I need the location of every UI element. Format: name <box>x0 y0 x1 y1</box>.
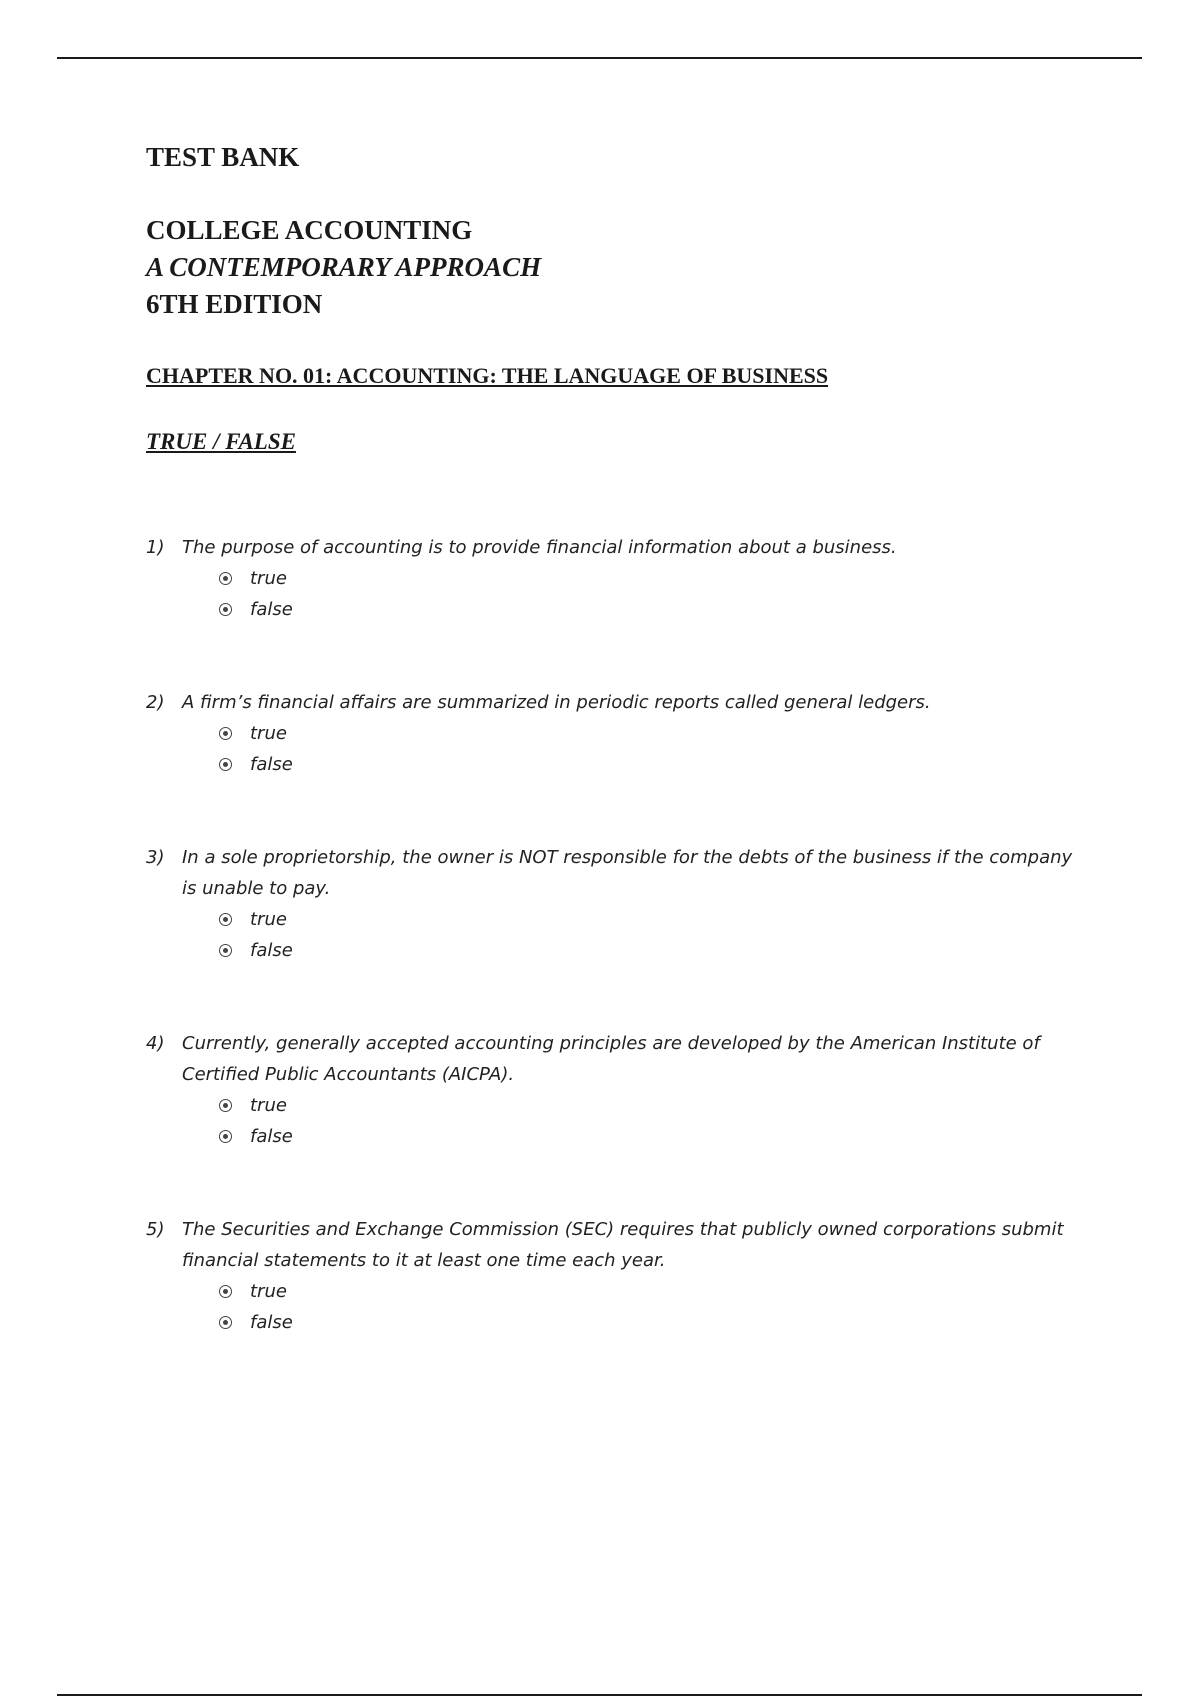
answer-options <box>219 904 1106 966</box>
answer-options <box>219 718 1106 780</box>
answer-option-false[interactable] <box>219 1307 1106 1338</box>
option-label: true <box>250 568 287 589</box>
radio-icon[interactable] <box>219 913 232 926</box>
question-item <box>146 532 1106 625</box>
radio-icon[interactable] <box>219 1130 232 1143</box>
answer-option-false[interactable] <box>219 749 1106 780</box>
radio-icon[interactable] <box>219 944 232 957</box>
book-title-block <box>146 212 1106 323</box>
bottom-rule <box>57 1694 1142 1696</box>
question-item <box>146 687 1106 780</box>
question-item <box>146 842 1106 966</box>
answer-options <box>219 563 1106 625</box>
radio-icon[interactable] <box>219 1285 232 1298</box>
answer-option-true[interactable] <box>219 718 1106 749</box>
question-item <box>146 1214 1106 1338</box>
question-text: A firm’s financial affairs are summarized in periodic reports called general ledgers. <box>182 692 931 713</box>
answer-option-false[interactable] <box>219 935 1106 966</box>
option-label: true <box>250 1095 287 1116</box>
question-number: 3) <box>146 847 165 868</box>
option-label: false <box>250 1312 293 1333</box>
radio-icon[interactable] <box>219 572 232 585</box>
question-number: 4) <box>146 1033 165 1054</box>
answer-options <box>219 1090 1106 1152</box>
answer-option-false[interactable] <box>219 594 1106 625</box>
chapter-title: CHAPTER NO. 01: ACCOUNTING: THE LANGUAGE OF BUSINESS <box>146 363 829 388</box>
book-title: COLLEGE ACCOUNTING <box>146 215 473 245</box>
answer-option-false[interactable] <box>219 1121 1106 1152</box>
document-header <box>146 140 1106 457</box>
book-edition: 6TH EDITION <box>146 289 323 319</box>
option-label: false <box>250 940 293 961</box>
option-label: false <box>250 754 293 775</box>
document-label: TEST BANK <box>146 142 300 172</box>
option-label: false <box>250 1126 293 1147</box>
radio-icon[interactable] <box>219 603 232 616</box>
question-text: The Securities and Exchange Commission (SEC) requires that publicly owned corporations submit financial statements to it at least one time each year. <box>182 1219 1064 1271</box>
answer-option-true[interactable] <box>219 1276 1106 1307</box>
radio-icon[interactable] <box>219 727 232 740</box>
answer-option-true[interactable] <box>219 1090 1106 1121</box>
question-list <box>146 532 1106 1400</box>
answer-option-true[interactable] <box>219 563 1106 594</box>
radio-icon[interactable] <box>219 1099 232 1112</box>
question-number: 1) <box>146 537 165 558</box>
option-label: true <box>250 723 287 744</box>
question-item <box>146 1028 1106 1152</box>
question-text: Currently, generally accepted accounting principles are developed by the American Institute of Certified Public Accountants (AICPA). <box>182 1033 1040 1085</box>
option-label: false <box>250 599 293 620</box>
book-subtitle: A CONTEMPORARY APPROACH <box>146 252 542 282</box>
question-number: 2) <box>146 692 165 713</box>
top-rule <box>57 57 1142 59</box>
option-label: true <box>250 909 287 930</box>
answer-options <box>219 1276 1106 1338</box>
radio-icon[interactable] <box>219 1316 232 1329</box>
section-title: TRUE / FALSE <box>146 429 296 454</box>
radio-icon[interactable] <box>219 758 232 771</box>
option-label: true <box>250 1281 287 1302</box>
question-text: In a sole proprietorship, the owner is NOT responsible for the debts of the business if the company is unable to pay. <box>182 847 1073 899</box>
question-number: 5) <box>146 1219 165 1240</box>
answer-option-true[interactable] <box>219 904 1106 935</box>
question-text: The purpose of accounting is to provide financial information about a business. <box>182 537 897 558</box>
